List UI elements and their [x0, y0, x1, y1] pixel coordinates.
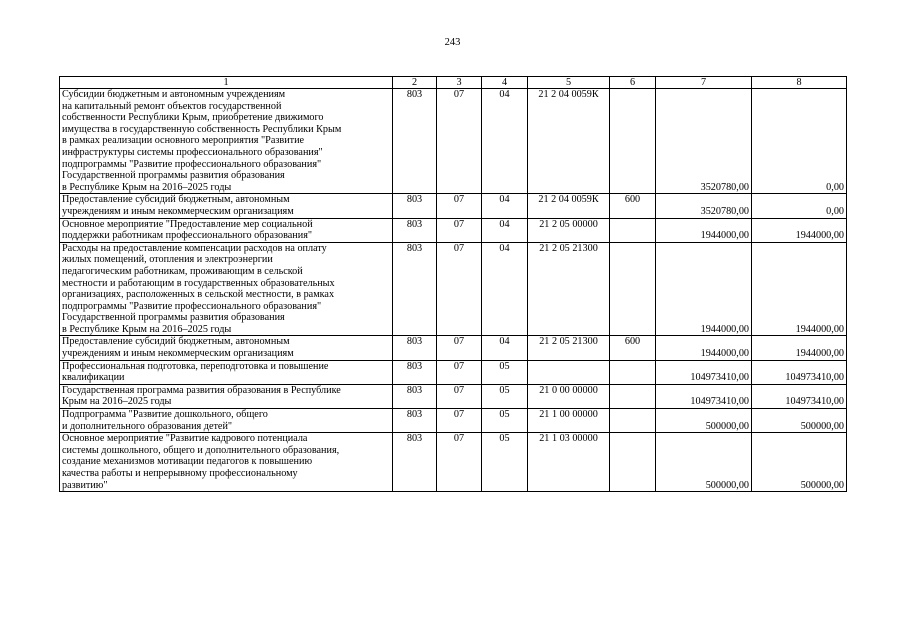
- table-row: [60, 384, 847, 408]
- expense-type-code: [610, 218, 656, 242]
- amount-col8: 1944000,00: [752, 218, 847, 242]
- column-header: 3: [437, 77, 482, 89]
- target-article-code: 21 1 03 00000: [528, 433, 610, 492]
- subsection-code: 05: [482, 409, 528, 433]
- table-row: [60, 360, 847, 384]
- row-description: Подпрограмма "Развитие дошкольного, общего и дополнительного образования детей": [60, 409, 393, 433]
- target-article-code: 21 2 04 0059К: [528, 194, 610, 218]
- target-article-code: 21 2 05 00000: [528, 218, 610, 242]
- column-header: 2: [393, 77, 437, 89]
- amount-col7: 1944000,00: [656, 242, 752, 336]
- expense-type-code: 600: [610, 336, 656, 360]
- row-description: Основное мероприятие "Развитие кадрового потенциала системы дошкольного, общего и дополнительного образования, создание механизмов мотивации педагогов к повышению качества работы и непрерывному профессиональному развитию": [60, 433, 393, 492]
- subsection-code: 04: [482, 242, 528, 336]
- amount-col7: 500000,00: [656, 433, 752, 492]
- target-article-code: 21 2 05 21300: [528, 336, 610, 360]
- target-article-code: 21 0 00 00000: [528, 384, 610, 408]
- expense-type-code: 600: [610, 194, 656, 218]
- ministry-code: 803: [393, 384, 437, 408]
- amount-col7: 1944000,00: [656, 336, 752, 360]
- column-header: 5: [528, 77, 610, 89]
- section-code: 07: [437, 384, 482, 408]
- table-header-row: [60, 77, 847, 89]
- section-code: 07: [437, 409, 482, 433]
- expense-type-code: [610, 89, 656, 194]
- ministry-code: 803: [393, 89, 437, 194]
- row-description: Субсидии бюджетным и автономным учреждениям на капитальный ремонт объектов государственной собственности Республики Крым, приобретение движимого имущества в государственную собственность Республики Крым в рамках реализации основного мероприятия "Развитие инфраструктуры системы профессионального образования" подпрограммы "Развитие профессионального образования" Государственной программы развития образования в Республике Крым на 2016–2025 годы: [60, 89, 393, 194]
- budget-table: [59, 76, 847, 492]
- section-code: 07: [437, 336, 482, 360]
- amount-col7: 3520780,00: [656, 194, 752, 218]
- table-row: [60, 242, 847, 336]
- amount-col8: 1944000,00: [752, 336, 847, 360]
- ministry-code: 803: [393, 409, 437, 433]
- ministry-code: 803: [393, 336, 437, 360]
- table-row: [60, 409, 847, 433]
- row-description: Основное мероприятие "Предоставление мер социальной поддержки работникам профессионального образования": [60, 218, 393, 242]
- table-row: [60, 336, 847, 360]
- amount-col8: 104973410,00: [752, 360, 847, 384]
- amount-col7: 3520780,00: [656, 89, 752, 194]
- amount-col7: 104973410,00: [656, 360, 752, 384]
- column-header: 1: [60, 77, 393, 89]
- amount-col7: 1944000,00: [656, 218, 752, 242]
- section-code: 07: [437, 433, 482, 492]
- section-code: 07: [437, 360, 482, 384]
- target-article-code: 21 2 05 21300: [528, 242, 610, 336]
- amount-col8: 0,00: [752, 89, 847, 194]
- column-header: 6: [610, 77, 656, 89]
- target-article-code: 21 2 04 0059К: [528, 89, 610, 194]
- table-row: [60, 194, 847, 218]
- page-number: 243: [444, 37, 461, 48]
- amount-col8: 104973410,00: [752, 384, 847, 408]
- row-description: Предоставление субсидий бюджетным, автономным учреждениям и иным некоммерческим организациям: [60, 194, 393, 218]
- expense-type-code: [610, 384, 656, 408]
- section-code: 07: [437, 242, 482, 336]
- amount-col7: 500000,00: [656, 409, 752, 433]
- amount-col8: 0,00: [752, 194, 847, 218]
- row-description: Государственная программа развития образования в Республике Крым на 2016–2025 годы: [60, 384, 393, 408]
- column-header: 4: [482, 77, 528, 89]
- section-code: 07: [437, 194, 482, 218]
- ministry-code: 803: [393, 218, 437, 242]
- subsection-code: 05: [482, 360, 528, 384]
- subsection-code: 05: [482, 384, 528, 408]
- table-row: [60, 89, 847, 194]
- ministry-code: 803: [393, 194, 437, 218]
- expense-type-code: [610, 242, 656, 336]
- amount-col8: 1944000,00: [752, 242, 847, 336]
- amount-col7: 104973410,00: [656, 384, 752, 408]
- section-code: 07: [437, 89, 482, 194]
- target-article-code: 21 1 00 00000: [528, 409, 610, 433]
- expense-type-code: [610, 409, 656, 433]
- amount-col8: 500000,00: [752, 433, 847, 492]
- target-article-code: [528, 360, 610, 384]
- ministry-code: 803: [393, 242, 437, 336]
- ministry-code: 803: [393, 433, 437, 492]
- section-code: 07: [437, 218, 482, 242]
- expense-type-code: [610, 360, 656, 384]
- subsection-code: 04: [482, 194, 528, 218]
- subsection-code: 04: [482, 336, 528, 360]
- expense-type-code: [610, 433, 656, 492]
- row-description: Предоставление субсидий бюджетным, автономным учреждениям и иным некоммерческим организациям: [60, 336, 393, 360]
- table-row: [60, 433, 847, 492]
- column-header: 8: [752, 77, 847, 89]
- amount-col8: 500000,00: [752, 409, 847, 433]
- subsection-code: 04: [482, 218, 528, 242]
- row-description: Расходы на предоставление компенсации расходов на оплату жилых помещений, отопления и электроэнергии педагогическим работникам, проживающим в сельской местности и работающим в государственных образовательных организациях, расположенных в сельской местности, в рамках подпрограммы "Развитие профессионального образования" Государственной программы развития образования в Республике Крым на 2016–2025 годы: [60, 242, 393, 336]
- subsection-code: 04: [482, 89, 528, 194]
- table-row: [60, 218, 847, 242]
- ministry-code: 803: [393, 360, 437, 384]
- subsection-code: 05: [482, 433, 528, 492]
- row-description: Профессиональная подготовка, переподготовка и повышение квалификации: [60, 360, 393, 384]
- column-header: 7: [656, 77, 752, 89]
